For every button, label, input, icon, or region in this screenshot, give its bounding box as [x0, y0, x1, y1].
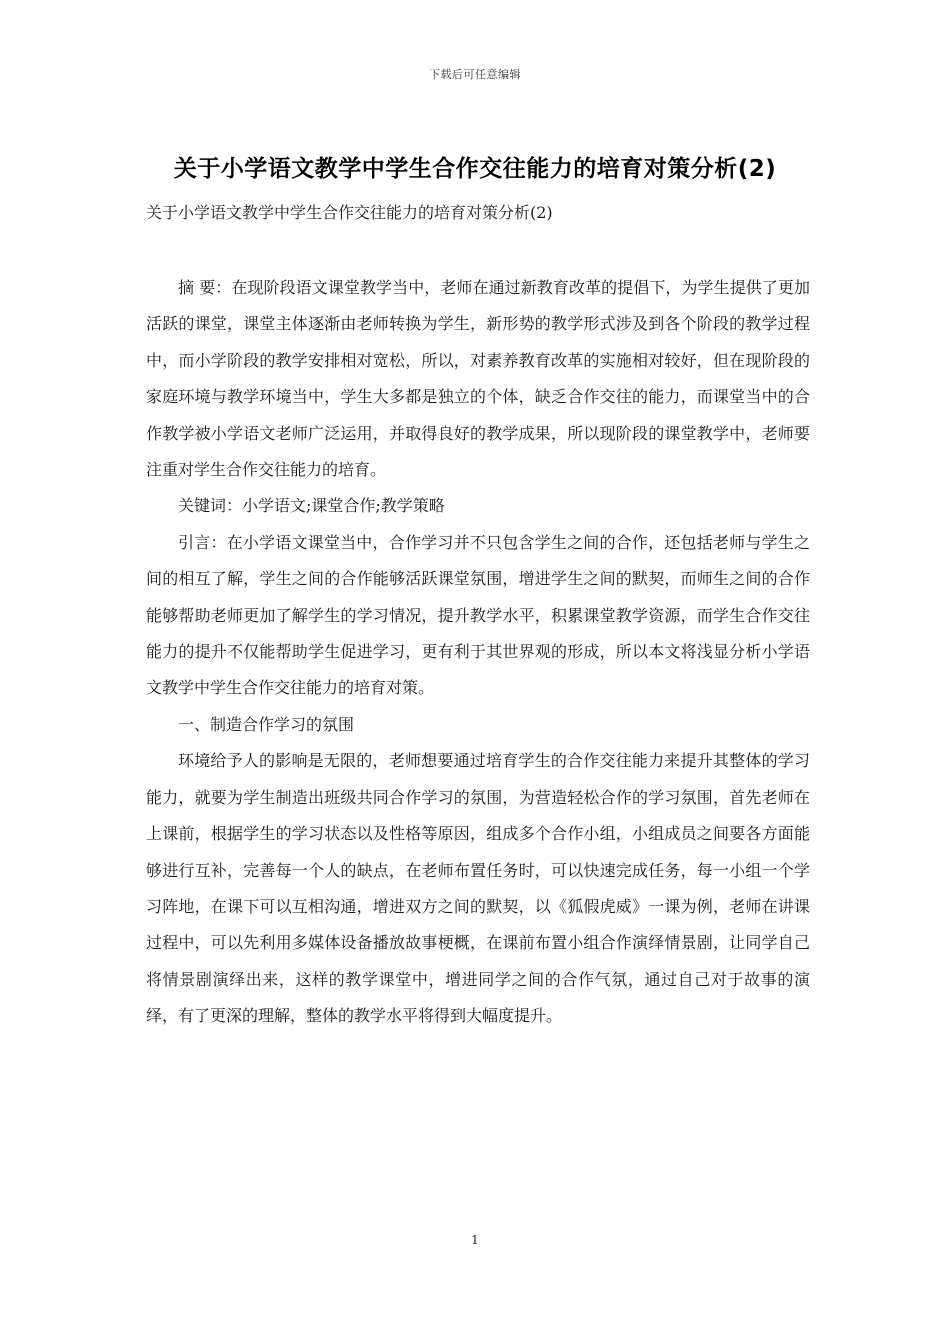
document-body [146, 270, 810, 1035]
body-paragraph: 环境给予人的影响是无限的，老师想要通过培育学生的合作交往能力来提升其整体的学习能力，就要为学生制造出班级共同合作学习的氛围，为营造轻松合作的学习氛围，首先老师在上课前，根据学生的学习状态以及性格等原因，组成多个合作小组，小组成员之间要各方面能够进行互补，完善每一个人的缺点，在老师布置任务时，可以快速完成任务，每一小组一个学习阵地，在课下可以互相沟通，增进双方之间的默契，以《狐假虎威》一课为例，老师在讲课过程中，可以先利用多媒体设备播放故事梗概，在课前布置小组合作演绎情景剧，让同学自己将情景剧演绎出来，这样的教学课堂中，增进同学之间的合作气氛，通过自己对于故事的演绎，有了更深的理解，整体的教学水平将得到大幅度提升。 [146, 751, 810, 1026]
page-number: 1 [471, 1233, 479, 1247]
section-heading: 一、制造合作学习的氛围 [178, 714, 355, 734]
keywords-paragraph: 关键词：小学语文;课堂合作;教学策略 [178, 496, 445, 516]
document-subtitle: 关于小学语文教学中学生合作交往能力的培育对策分析(2) [146, 203, 553, 222]
introduction-paragraph: 引言：在小学语文课堂当中，合作学习并不只包含学生之间的合作，还包括老师与学生之间的相互了解，学生之间的合作能够活跃课堂氛围，增进学生之间的默契，而师生之间的合作能够帮助老师更加了解学生的学习情况，提升教学水平，积累课堂教学资源，而学生合作交往能力的提升不仅能帮助学生促进学习，更有利于其世界观的形成，所以本文将浅显分析小学语文教学中学生合作交往能力的培育对策。 [146, 532, 810, 698]
document-title: 关于小学语文教学中学生合作交往能力的培育对策分析(2) [173, 156, 777, 182]
download-note: 下载后可任意编辑 [429, 68, 521, 81]
abstract-paragraph: 摘 要：在现阶段语文课堂教学当中，老师在通过新教育改革的提倡下，为学生提供了更加活跃的课堂，课堂主体逐渐由老师转换为学生，新形势的教学形式涉及到各个阶段的教学过程中，而小学阶段的教学安排相对宽松，所以，对素养教育改革的实施相对较好，但在现阶段的家庭环境与教学环境当中，学生大多都是独立的个体，缺乏合作交往的能力，而课堂当中的合作教学被小学语文老师广泛运用，并取得良好的教学成果，所以现阶段的课堂教学中，老师要注重对学生合作交往能力的培育。 [146, 278, 810, 480]
